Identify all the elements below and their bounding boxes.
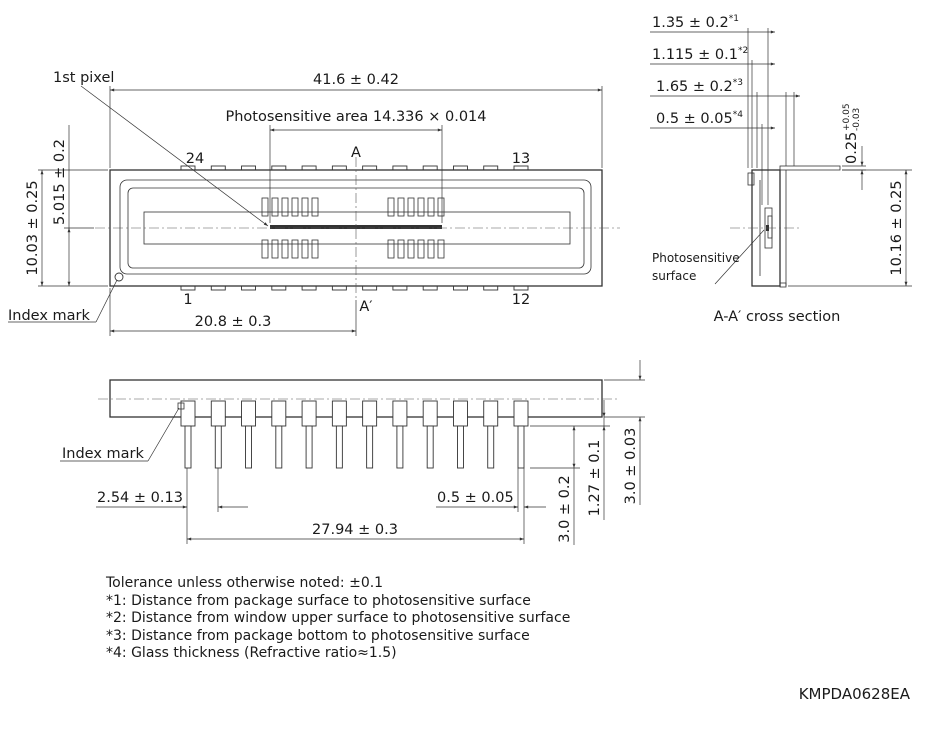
svg-text:1.35 ± 0.2*1 — [652, 14, 739, 31]
side-lead-pin — [185, 426, 191, 468]
chip-pad-bottom — [388, 240, 394, 258]
side-lead-shoulder — [242, 401, 256, 426]
pin-13-label: 13 — [511, 151, 531, 167]
chip-pad-top — [418, 198, 424, 216]
side-lead-shoulder — [514, 401, 528, 426]
cross-section-view — [650, 14, 912, 325]
chip-pad-top — [428, 198, 434, 216]
lead-width-label: 0.5 ± 0.05 — [437, 490, 514, 506]
index-mark-label: Index mark — [8, 308, 90, 324]
overall-height-label: 10.03 ± 0.25 — [25, 180, 41, 276]
body-height-label: 3.0 ± 0.03 — [623, 427, 639, 505]
top-view — [8, 70, 620, 336]
side-index-mark-label: Index mark — [62, 446, 144, 462]
side-lead-pin — [215, 426, 221, 468]
note-1: *1: Distance from package surface to photosensitive surface — [106, 592, 531, 609]
chip-pad-top — [262, 198, 268, 216]
side-lead-shoulder — [302, 401, 316, 426]
chip-pad-bottom — [438, 240, 444, 258]
cs-dim-4: 0.5 ± 0.05 — [656, 111, 733, 127]
side-lead-pin — [246, 426, 252, 468]
side-lead-shoulder — [363, 401, 377, 426]
pitch-label: 2.54 ± 0.13 — [97, 490, 183, 506]
overall-width-label: 41.6 ± 0.42 — [313, 72, 399, 88]
side-lead-pin — [457, 426, 463, 468]
chip-pad-bottom — [292, 240, 298, 258]
chip-pad-top — [388, 198, 394, 216]
cross-section-caption: A-A′ cross section — [713, 309, 841, 325]
cs-dim-1-note: *1 — [728, 14, 739, 24]
section-a-label: A — [351, 145, 361, 161]
lead-length-label: 3.0 ± 0.2 — [557, 475, 573, 543]
side-lead-pin — [306, 426, 312, 468]
side-lead-pin — [276, 426, 282, 468]
chip-pad-bottom — [428, 240, 434, 258]
side-lead-pin — [518, 426, 524, 468]
section-a-prime-label: A′ — [359, 299, 373, 315]
chip-pad-top — [398, 198, 404, 216]
side-lead-shoulder — [484, 401, 498, 426]
side-lead-shoulder — [181, 401, 195, 426]
chip-pad-bottom — [418, 240, 424, 258]
cs-dim-3: 1.65 ± 0.2 — [656, 79, 733, 95]
chip-pad-bottom — [408, 240, 414, 258]
side-lead-shoulder — [393, 401, 407, 426]
note-4: *4: Glass thickness (Refractive ratio≈1.5) — [106, 645, 397, 661]
cs-dim-1: 1.35 ± 0.2 — [652, 15, 729, 31]
cs-dim-3-note: *3 — [732, 78, 743, 88]
chip-pad-top — [438, 198, 444, 216]
chip-pad-bottom — [282, 240, 288, 258]
chip-pad-top — [282, 198, 288, 216]
half-height-label: 5.015 ± 0.2 — [52, 139, 68, 225]
photosensitive-area-label: Photosensitive area 14.336 × 0.014 — [225, 109, 487, 125]
pin-24-label: 24 — [185, 151, 205, 167]
chip-pad-bottom — [302, 240, 308, 258]
document-id: KMPDA0628EA — [798, 685, 910, 703]
half-width-label: 20.8 ± 0.3 — [194, 314, 272, 330]
chip-pad-top — [272, 198, 278, 216]
chip-pad-bottom — [262, 240, 268, 258]
photosensitive-surface-line1: Photosensitive — [652, 251, 740, 265]
pin-span-label: 27.94 ± 0.3 — [312, 522, 398, 538]
side-leads — [181, 401, 528, 468]
chip-pad-top — [312, 198, 318, 216]
svg-text:0.5 ± 0.05*4 — [656, 110, 743, 127]
side-lead-pin — [488, 426, 494, 468]
photosensitive-surface-line2: surface — [652, 269, 697, 283]
note-tolerance: Tolerance unless otherwise noted: ±0.1 — [106, 575, 384, 591]
chip-pad-bottom — [398, 240, 404, 258]
side-lead-shoulder — [453, 401, 467, 426]
first-pixel-label: 1st pixel — [53, 70, 115, 86]
side-lead-shoulder — [272, 401, 286, 426]
chip-pad-bottom — [312, 240, 318, 258]
side-lead-pin — [367, 426, 373, 468]
chip-pad-top — [408, 198, 414, 216]
lead-thickness-tol-plus: +0.05 — [842, 103, 852, 131]
side-view — [60, 360, 645, 545]
side-lead-pin — [397, 426, 403, 468]
cross-section-window — [748, 173, 754, 185]
cross-section-lead-top — [780, 166, 840, 170]
chip-pad-top — [292, 198, 298, 216]
svg-text:1.115 ± 0.1*2 — [652, 46, 748, 63]
cs-dim-2: 1.115 ± 0.1 — [652, 47, 738, 63]
lead-thickness-label: 0.25 — [844, 131, 860, 164]
side-lead-shoulder — [423, 401, 437, 426]
side-lead-shoulder — [332, 401, 346, 426]
svg-text:1.65 ± 0.2*3 — [656, 78, 743, 95]
side-lead-pin — [427, 426, 433, 468]
lead-shoulder-label: 1.27 ± 0.1 — [587, 439, 603, 517]
side-lead-pin — [336, 426, 342, 468]
cross-section-lead-bottom — [780, 283, 786, 287]
pin-12-label: 12 — [511, 292, 531, 308]
note-3: *3: Distance from package bottom to photosensitive surface — [106, 627, 530, 644]
chip-pad-bottom — [272, 240, 278, 258]
cs-dim-4-note: *4 — [732, 110, 743, 120]
pin-1-label: 1 — [183, 292, 193, 308]
chip-pad-top — [302, 198, 308, 216]
index-mark-symbol — [115, 273, 123, 281]
notes-list — [106, 575, 570, 663]
svg-text:0.25 — [844, 132, 860, 164]
cs-height-label: 10.16 ± 0.25 — [889, 180, 905, 276]
cs-dim-2-note: *2 — [737, 46, 749, 56]
side-lead-shoulder — [211, 401, 225, 426]
lead-thickness-tol-minus: -0.03 — [852, 107, 862, 131]
note-2: *2: Distance from window upper surface to photosensitive surface — [106, 610, 571, 626]
